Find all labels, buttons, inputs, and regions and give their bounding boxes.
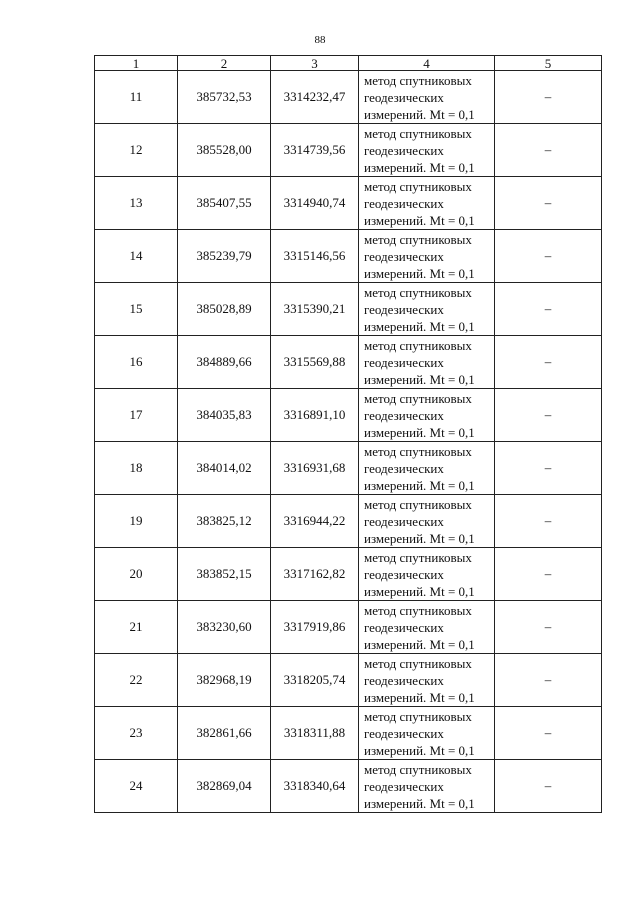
table-row <box>95 548 602 601</box>
point-number-cell: 16 <box>95 336 178 389</box>
note-cell: – <box>495 601 602 654</box>
header-col-4: 4 <box>359 56 495 71</box>
point-number-cell: 22 <box>95 654 178 707</box>
method-line: измерений. Mt = 0,1 <box>364 159 475 175</box>
point-number-cell: 13 <box>95 177 178 230</box>
y-coordinate-cell: 3315146,56 <box>271 230 359 283</box>
method-cell <box>359 548 495 601</box>
table-row <box>95 389 602 442</box>
method-line: метод спутниковых <box>364 655 472 671</box>
method-line: измерений. Mt = 0,1 <box>364 583 475 599</box>
method-line: геодезических <box>364 566 444 582</box>
y-coordinate-cell: 3314940,74 <box>271 177 359 230</box>
header-col-2: 2 <box>178 56 271 71</box>
note-cell: – <box>495 283 602 336</box>
method-line: измерений. Mt = 0,1 <box>364 795 475 811</box>
method-line: метод спутниковых <box>364 284 472 300</box>
method-line: метод спутниковых <box>364 390 472 406</box>
x-coordinate-cell: 382968,19 <box>178 654 271 707</box>
note-cell: – <box>495 548 602 601</box>
x-coordinate-cell: 382869,04 <box>178 760 271 813</box>
table-row <box>95 336 602 389</box>
method-line: измерений. Mt = 0,1 <box>364 106 475 122</box>
method-line: измерений. Mt = 0,1 <box>364 742 475 758</box>
note-cell: – <box>495 71 602 124</box>
point-number-cell: 21 <box>95 601 178 654</box>
note-cell: – <box>495 336 602 389</box>
note-cell: – <box>495 495 602 548</box>
x-coordinate-cell: 385528,00 <box>178 124 271 177</box>
point-number-cell: 19 <box>95 495 178 548</box>
method-line: геодезических <box>364 460 444 476</box>
method-cell <box>359 654 495 707</box>
method-line: метод спутниковых <box>364 602 472 618</box>
x-coordinate-cell: 383852,15 <box>178 548 271 601</box>
point-number-cell: 14 <box>95 230 178 283</box>
y-coordinate-cell: 3316944,22 <box>271 495 359 548</box>
header-col-1: 1 <box>95 56 178 71</box>
header-row <box>95 56 602 71</box>
method-line: геодезических <box>364 513 444 529</box>
x-coordinate-cell: 384889,66 <box>178 336 271 389</box>
method-line: метод спутниковых <box>364 337 472 353</box>
method-cell <box>359 760 495 813</box>
coordinates-table <box>94 55 602 813</box>
method-line: метод спутниковых <box>364 761 472 777</box>
table-row <box>95 71 602 124</box>
table-row <box>95 654 602 707</box>
note-cell: – <box>495 230 602 283</box>
note-cell: – <box>495 442 602 495</box>
y-coordinate-cell: 3314739,56 <box>271 124 359 177</box>
y-coordinate-cell: 3316931,68 <box>271 442 359 495</box>
note-cell: – <box>495 124 602 177</box>
method-line: геодезических <box>364 142 444 158</box>
note-cell: – <box>495 654 602 707</box>
x-coordinate-cell: 385732,53 <box>178 71 271 124</box>
note-cell: – <box>495 177 602 230</box>
table-row <box>95 707 602 760</box>
method-line: геодезических <box>364 672 444 688</box>
method-line: геодезических <box>364 354 444 370</box>
y-coordinate-cell: 3317162,82 <box>271 548 359 601</box>
method-cell <box>359 230 495 283</box>
y-coordinate-cell: 3318311,88 <box>271 707 359 760</box>
method-line: измерений. Mt = 0,1 <box>364 477 475 493</box>
method-cell <box>359 71 495 124</box>
method-line: метод спутниковых <box>364 496 472 512</box>
method-cell <box>359 177 495 230</box>
point-number-cell: 17 <box>95 389 178 442</box>
y-coordinate-cell: 3316891,10 <box>271 389 359 442</box>
x-coordinate-cell: 384035,83 <box>178 389 271 442</box>
table-row <box>95 283 602 336</box>
x-coordinate-cell: 384014,02 <box>178 442 271 495</box>
y-coordinate-cell: 3317919,86 <box>271 601 359 654</box>
point-number-cell: 23 <box>95 707 178 760</box>
table-row <box>95 601 602 654</box>
method-line: геодезических <box>364 248 444 264</box>
method-line: геодезических <box>364 301 444 317</box>
table-row <box>95 442 602 495</box>
method-line: измерений. Mt = 0,1 <box>364 318 475 334</box>
table-header <box>95 56 602 71</box>
x-coordinate-cell: 383825,12 <box>178 495 271 548</box>
method-line: метод спутниковых <box>364 708 472 724</box>
method-line: геодезических <box>364 195 444 211</box>
method-line: геодезических <box>364 407 444 423</box>
method-cell <box>359 442 495 495</box>
y-coordinate-cell: 3315390,21 <box>271 283 359 336</box>
method-line: метод спутниковых <box>364 125 472 141</box>
x-coordinate-cell: 385239,79 <box>178 230 271 283</box>
method-line: измерений. Mt = 0,1 <box>364 212 475 228</box>
method-cell <box>359 707 495 760</box>
method-line: метод спутниковых <box>364 72 472 88</box>
method-line: измерений. Mt = 0,1 <box>364 689 475 705</box>
method-line: измерений. Mt = 0,1 <box>364 424 475 440</box>
method-cell <box>359 283 495 336</box>
method-line: метод спутниковых <box>364 231 472 247</box>
method-line: измерений. Mt = 0,1 <box>364 265 475 281</box>
note-cell: – <box>495 707 602 760</box>
x-coordinate-cell: 385407,55 <box>178 177 271 230</box>
method-cell <box>359 495 495 548</box>
method-cell <box>359 336 495 389</box>
method-cell <box>359 124 495 177</box>
note-cell: – <box>495 760 602 813</box>
method-line: измерений. Mt = 0,1 <box>364 371 475 387</box>
method-cell <box>359 389 495 442</box>
y-coordinate-cell: 3315569,88 <box>271 336 359 389</box>
table-row <box>95 760 602 813</box>
table-body <box>95 71 602 813</box>
method-line: геодезических <box>364 725 444 741</box>
point-number-cell: 18 <box>95 442 178 495</box>
method-line: метод спутниковых <box>364 443 472 459</box>
point-number-cell: 20 <box>95 548 178 601</box>
page-number: 88 <box>314 34 326 46</box>
header-col-5: 5 <box>495 56 602 71</box>
point-number-cell: 15 <box>95 283 178 336</box>
table-row <box>95 124 602 177</box>
point-number-cell: 24 <box>95 760 178 813</box>
header-col-3: 3 <box>271 56 359 71</box>
method-line: измерений. Mt = 0,1 <box>364 530 475 546</box>
method-line: метод спутниковых <box>364 178 472 194</box>
method-line: метод спутниковых <box>364 549 472 565</box>
method-cell <box>359 601 495 654</box>
x-coordinate-cell: 383230,60 <box>178 601 271 654</box>
table-row <box>95 495 602 548</box>
note-cell: – <box>495 389 602 442</box>
x-coordinate-cell: 385028,89 <box>178 283 271 336</box>
table-row <box>95 230 602 283</box>
method-line: измерений. Mt = 0,1 <box>364 636 475 652</box>
y-coordinate-cell: 3318340,64 <box>271 760 359 813</box>
y-coordinate-cell: 3318205,74 <box>271 654 359 707</box>
method-line: геодезических <box>364 619 444 635</box>
point-number-cell: 11 <box>95 71 178 124</box>
point-number-cell: 12 <box>95 124 178 177</box>
method-line: геодезических <box>364 778 444 794</box>
method-line: геодезических <box>364 89 444 105</box>
x-coordinate-cell: 382861,66 <box>178 707 271 760</box>
table-row <box>95 177 602 230</box>
y-coordinate-cell: 3314232,47 <box>271 71 359 124</box>
